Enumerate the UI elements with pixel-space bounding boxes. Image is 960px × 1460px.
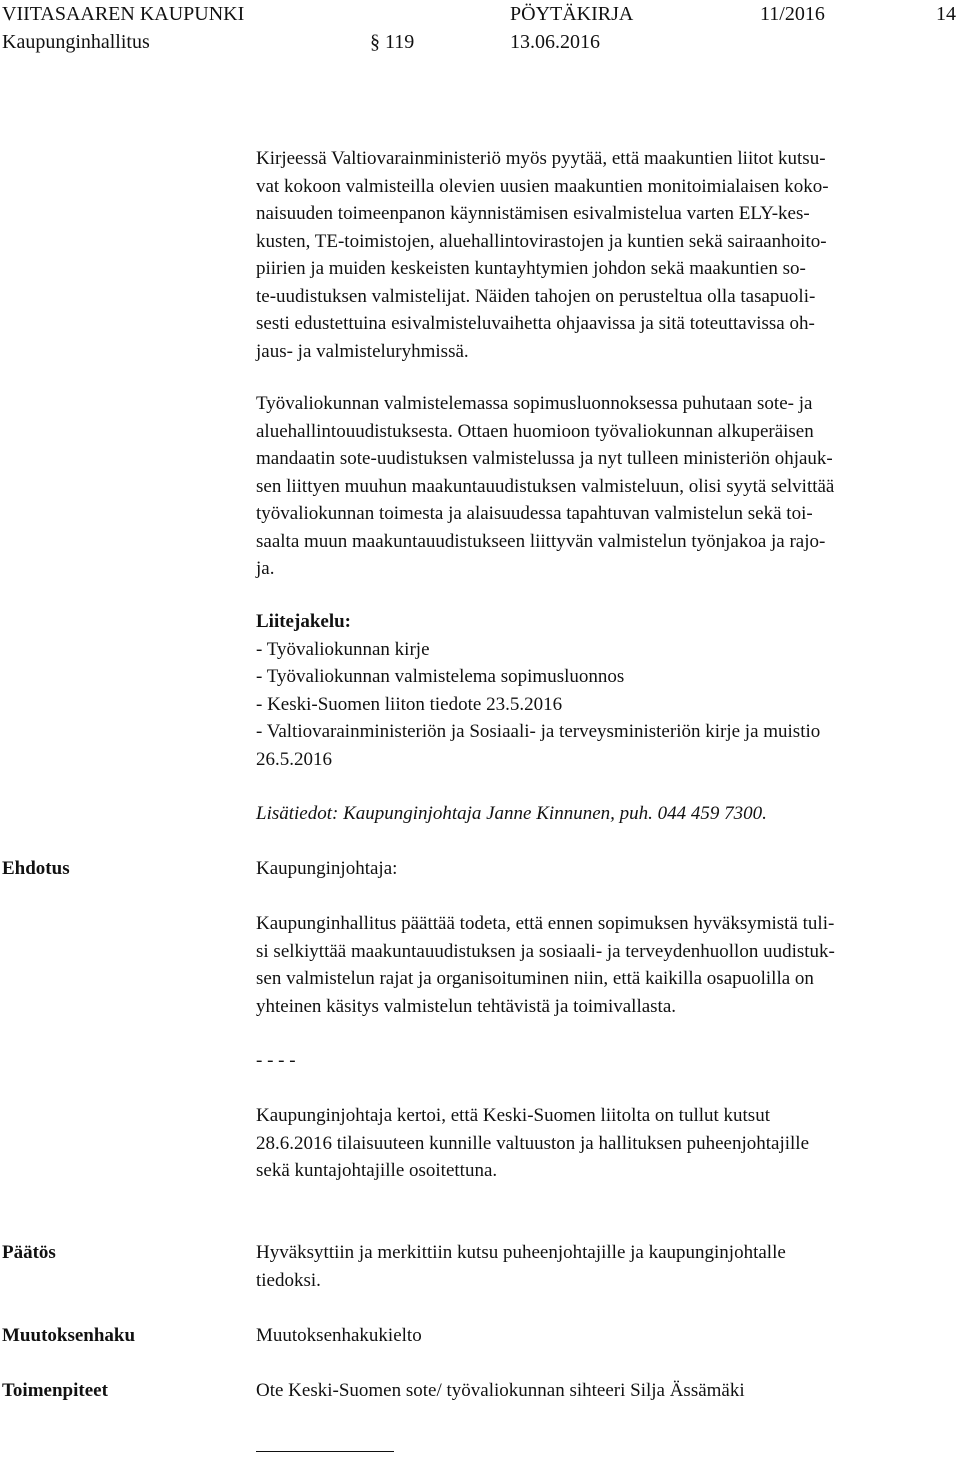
paragraph-line: naisuuden toimeenpanon käynnistämisen esivalmistelua varten ELY-kes-: [256, 203, 810, 224]
paragraph-line: ja.: [256, 558, 275, 579]
attachment-item: - Työvaliokunnan valmistelema sopimusluonnos: [256, 666, 625, 687]
paragraph-line: työvaliokunnan toimesta ja alaisuudessa tapahtuvan valmistelun sekä toi-: [256, 503, 813, 524]
paragraph-line: mandaatin sote-uudistuksen valmistelussa ja nyt tulleen ministeriön ohjauk-: [256, 448, 833, 469]
actions-label: Toimenpiteet: [2, 1380, 108, 1401]
decision-line: tiedoksi.: [256, 1269, 321, 1291]
paragraph-line: sesti edustettuina esivalmisteluvaihetta ohjaavissa ja sitä toteuttavissa oh-: [256, 313, 815, 334]
proposal-note: [256, 1102, 946, 1185]
decision-line: Hyväksyttiin ja merkittiin kutsu puheenjohtajille ja kaupunginjohtalle: [256, 1242, 786, 1263]
header-doc-number: 11/2016: [760, 3, 825, 25]
header-section: § 119: [370, 31, 415, 53]
header-date: 13.06.2016: [510, 31, 600, 53]
paragraph-line: vat kokoon valmisteilla olevien uusien maakuntien monitoimialaisen koko-: [256, 175, 829, 197]
proposal-label: Ehdotus: [2, 858, 70, 879]
proposal-line: Kaupunginhallitus päättää todeta, että ennen sopimuksen hyväksymistä tuli-: [256, 913, 835, 934]
actions-text: Ote Keski-Suomen sote/ työvaliokunnan sihteeri Silja Ässämäki: [256, 1380, 745, 1401]
note-line: Kaupunginjohtaja kertoi, että Keski-Suomen liitolta on tullut kutsut: [256, 1105, 770, 1126]
paragraph-line: Työvaliokunnan valmistelemassa sopimusluonnoksessa puhutaan sote- ja: [256, 393, 813, 414]
paragraph-1: [256, 145, 946, 365]
header-page-number: 14: [936, 3, 956, 25]
appeal-text: Muutoksenhakukielto: [256, 1325, 422, 1346]
decision-label: Päätös: [2, 1242, 56, 1263]
decision-text: [256, 1239, 946, 1294]
attachment-item: - Valtiovarainministeriön ja Sosiaali- ja terveysministeriön kirje ja muistio: [256, 721, 821, 742]
footer-rule: [256, 1451, 394, 1452]
paragraph-line: aluehallintouudistuksesta. Ottaen huomioon työvaliokunnan alkuperäisen: [256, 420, 814, 442]
proposal-speaker: Kaupunginjohtaja:: [256, 858, 398, 879]
paragraph-line: jaus- ja valmisteluryhmissä.: [256, 340, 469, 362]
more-info: Lisätiedot: Kaupunginjohtaja Janne Kinnunen, puh. 044 459 7300.: [256, 803, 767, 824]
proposal-line: si selkiyttää maakuntauudistuksen ja sosiaali- ja terveydenhuollon uudistuk-: [256, 940, 835, 962]
paragraph-line: saalta muun maakuntauudistukseen liittyvän valmistelun työnjakoa ja rajo-: [256, 530, 826, 552]
paragraph-2: [256, 390, 946, 583]
paragraph-line: Kirjeessä Valtiovarainministeriö myös pyytää, että maakuntien liitot kutsu-: [256, 148, 826, 169]
paragraph-line: kusten, TE-toimistojen, aluehallintovirastojen ja kuntien sekä sairaanhoito-: [256, 230, 827, 252]
separator: - - - -: [256, 1050, 296, 1071]
proposal-text: [256, 910, 946, 1020]
appeal-label: Muutoksenhaku: [2, 1325, 136, 1346]
attachments-title: Liitejakelu:: [256, 611, 351, 632]
paragraph-line: piirien ja muiden keskeisten kuntayhtymien johdon sekä maakuntien so-: [256, 258, 806, 279]
attachments-list: [256, 608, 946, 773]
note-line: 28.6.2016 tilaisuuteen kunnille valtuuston ja hallituksen puheenjohtajille: [256, 1132, 810, 1154]
attachment-item: 26.5.2016: [256, 748, 332, 770]
paragraph-line: sen liittyen muuhun maakuntauudistuksen valmisteluun, olisi syytä selvittää: [256, 475, 835, 497]
paragraph-line: te-uudistuksen valmistelijat. Näiden tahojen on perusteltua olla tasapuoli-: [256, 285, 816, 307]
header-doc-type: PÖYTÄKIRJA: [510, 3, 634, 25]
proposal-line: yhteinen käsitys valmistelun tehtävistä ja toimivallasta.: [256, 995, 677, 1017]
header-city: VIITASAAREN KAUPUNKI: [2, 3, 245, 25]
proposal-line: sen valmistelun rajat ja organisoituminen niin, että kaikilla osapuolilla on: [256, 968, 814, 989]
note-line: sekä kuntajohtajille osoitettuna.: [256, 1160, 498, 1181]
header-body: Kaupunginhallitus: [2, 31, 150, 53]
attachment-item: - Keski-Suomen liiton tiedote 23.5.2016: [256, 693, 563, 715]
attachment-item: - Työvaliokunnan kirje: [256, 638, 430, 660]
